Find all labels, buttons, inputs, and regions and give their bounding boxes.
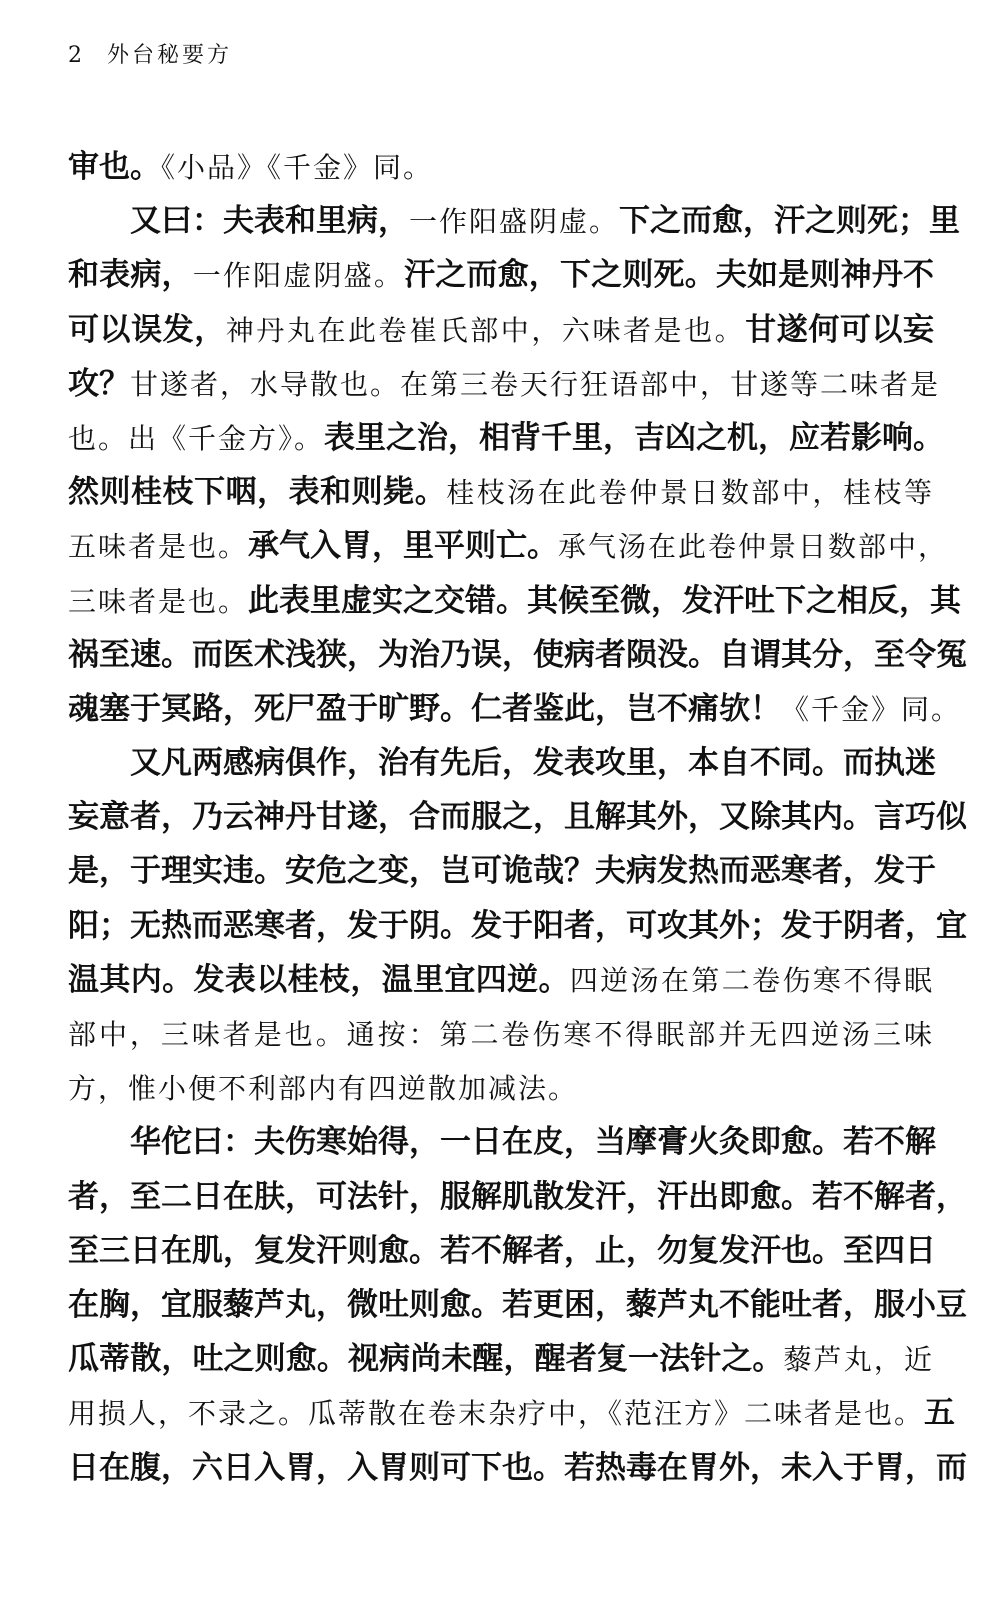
main-text: 阳；无热而恶寒者，发于阴。发于阳者，可攻其外；发于阴者，宜 (68, 907, 967, 944)
text-line (68, 140, 934, 194)
text-line (68, 574, 962, 628)
page-number: 2 (68, 43, 85, 68)
text-line (68, 303, 934, 357)
text-line (68, 1007, 934, 1061)
annotation-note: 藜芦丸，近 (783, 1343, 934, 1377)
text-body (68, 140, 967, 1495)
text-line (68, 628, 967, 682)
main-text: 温其内。发表以桂枝，温里宜四逆。 (68, 961, 570, 998)
text-line (68, 844, 934, 898)
text-line (68, 953, 934, 1007)
annotation-note: 三味者是也。 (68, 584, 249, 618)
main-text: 然则桂枝下咽，表和则毙。 (68, 474, 447, 511)
main-text: 至三日在肌，复发汗则愈。若不解者，止，勿复发汗也。至四日 (68, 1232, 936, 1269)
annotation-note: 五味者是也。 (68, 530, 249, 564)
text-line (68, 899, 967, 953)
text-line (68, 519, 949, 573)
text-line (68, 790, 967, 844)
main-text: 又曰：夫表和里病， (130, 203, 409, 240)
main-text: 五 (924, 1395, 956, 1432)
annotation-note: 《千金》同。 (781, 692, 962, 726)
text-line (68, 411, 945, 465)
text-line (68, 248, 934, 302)
text-line (68, 1441, 967, 1495)
main-text: 是，于理实违。安危之变，岂可诡哉？夫病发热而恶寒者，发于 (68, 853, 936, 890)
annotation-note: 用损人，不录之。瓜蒂散在卷末杂疗中，《范汪方》二味者是也。 (68, 1397, 925, 1431)
main-text: 在胸，宜服藜芦丸，微吐则愈。若更困，藜芦丸不能吐者，服小豆 (68, 1286, 967, 1323)
annotation-note: 《小品》《千金》同。 (161, 151, 434, 184)
main-text: 承气入胃，里平则亡。 (248, 528, 559, 565)
annotation-note: 四逆汤在第二卷伤寒不得眠 (569, 963, 934, 997)
text-line (68, 1224, 934, 1278)
main-text: 汗之而愈，下之则死。夫如是则神丹不 (404, 257, 934, 294)
main-text: 可以误发， (68, 311, 226, 348)
main-text: 表里之治，相背千里，吉凶之机，应若影响。 (324, 419, 945, 456)
annotation-note: 也。出《千金方》。 (68, 421, 325, 455)
text-line (68, 357, 941, 411)
text-line (68, 736, 934, 790)
main-text: 华佗曰：夫伤寒始得，一日在皮，当摩膏火灸即愈。若不解 (130, 1124, 936, 1161)
main-text: 魂塞于冥路，死尸盈于旷野。仁者鉴此，岂不痛欤！ (68, 690, 781, 727)
text-line (68, 465, 934, 519)
main-text: 祸至速。而医术浅狭，为治乃误，使病者陨没。自谓其分，至令冤 (68, 636, 967, 673)
main-text: 日在腹，六日入胃，入胃则可下也。若热毒在胃外，未入于胃，而 (68, 1449, 967, 1486)
main-text: 瓜蒂散，吐之则愈。视病尚未醒，醒者复一法针之。 (68, 1341, 784, 1378)
text-line (68, 1115, 934, 1169)
annotation-note: 承气汤在此卷仲景日数部中， (558, 530, 949, 564)
annotation-note: 方，惟小便不利部内有四逆散加减法。 (68, 1072, 579, 1106)
annotation-note: 桂枝汤在此卷仲景日数部中，桂枝等 (446, 476, 934, 510)
main-text: 妄意者，乃云神丹甘遂，合而服之，且解其外，又除其内。言巧似 (68, 799, 967, 836)
main-text: 者，至二日在肤，可法针，服解肌散发汗，汗出即愈。若不解者， (68, 1178, 967, 1215)
annotation-note: 一作阳盛阴虚。 (409, 205, 620, 239)
annotation-note: 一作阳虚阴盛。 (192, 259, 405, 293)
text-line (68, 1170, 967, 1224)
annotation-note: 部中，三味者是也。通按：第二卷伤寒不得眠部并无四逆汤三味 (68, 1018, 934, 1051)
book-title: 外台秘要方 (107, 43, 233, 68)
main-text: 又凡两感病俱作，治有先后，发表攻里，本自不同。而执迷 (130, 745, 936, 782)
text-line (68, 1061, 934, 1115)
main-text: 审也。 (68, 149, 161, 185)
main-text: 攻？ (68, 365, 130, 402)
main-text: 此表里虚实之交错。其候至微，发汗吐下之相反，其 (248, 582, 962, 619)
text-line (68, 194, 961, 248)
main-text: 和表病， (68, 257, 193, 294)
text-line (68, 1278, 967, 1332)
main-text: 甘遂何可以妄 (745, 311, 934, 348)
text-line (68, 1332, 934, 1386)
annotation-note: 神丹丸在此卷崔氏部中，六味者是也。 (225, 313, 746, 347)
page-header (68, 38, 232, 69)
annotation-note: 甘遂者，水导散也。在第三卷天行狂语部中，甘遂等二味者是 (130, 367, 941, 401)
text-line (68, 682, 962, 736)
text-line (68, 1386, 956, 1440)
main-text: 下之而愈，汗之则死；里 (619, 203, 961, 240)
